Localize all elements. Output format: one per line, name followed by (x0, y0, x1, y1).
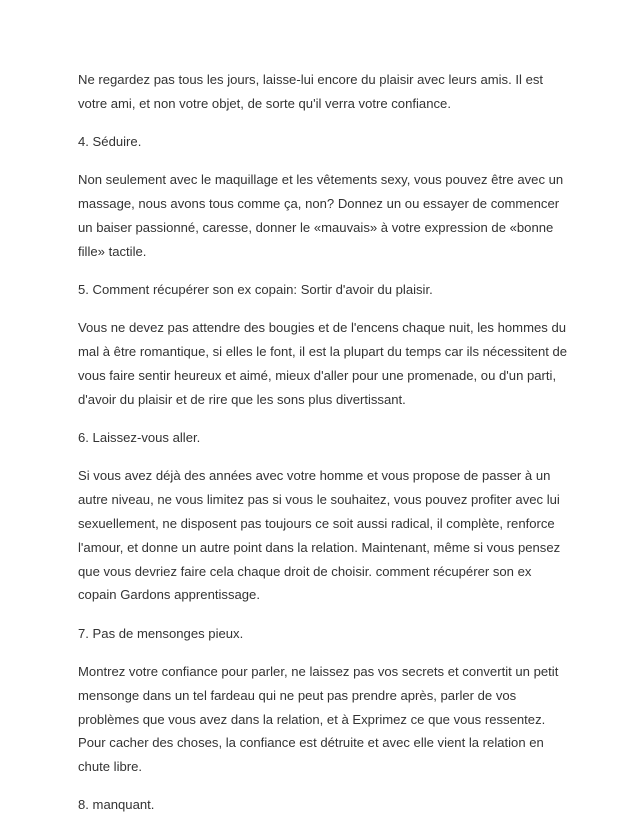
heading-laissez-vous-aller: 6. Laissez-vous aller. (78, 430, 201, 446)
paragraph-laissez-vous-aller: Si vous avez déjà des années avec votre homme et vous propose de passer à un autre niveau, ne vous limitez pas si vous le souhaitez, vous pouvez profiter avec lui sexuellement, ne disposent pas toujours ce soit aussi radical, il complète, renforce l'amour, et donne un autre point dans la relation. Maintenant, même si vous pensez que vous devriez faire cela chaque droit de choisir. comment récupérer son ex copain Gardons apprentissage. (78, 468, 561, 603)
heading-manquant: 8. manquant. (78, 797, 155, 813)
paragraph-sortir: Vous ne devez pas attendre des bougies et de l'encens chaque nuit, les hommes du mal à être romantique, si elles le font, il est la plupart du temps car ils nécessitent de vous faire sentir heureux et aimé, mieux d'aller pour une promenade, ou d'un parti, d'avoir du plaisir et de rire que les sons plus divertissant. (78, 320, 568, 407)
paragraph-mensonges: Montrez votre confiance pour parler, ne laissez pas vos secrets et convertit un petit mensonge dans un tel fardeau qui ne peut pas prendre après, parler de vos problèmes que vous avez dans la relation, et à Exprimez ce que vous ressentez. Pour cacher des choses, la confiance est détruite et avec elle vient la relation en chute libre. (78, 663, 559, 775)
heading-mensonges: 7. Pas de mensonges pieux. (78, 625, 244, 641)
document-body (78, 68, 568, 832)
paragraph-intro: Ne regardez pas tous les jours, laisse-lui encore du plaisir avec leurs amis. Il est votre ami, et non votre objet, de sorte qu'il verra votre confiance. (78, 72, 544, 111)
heading-seduire: 4. Séduire. (78, 134, 142, 150)
heading-sortir: 5. Comment récupérer son ex copain: Sortir d'avoir du plaisir. (78, 282, 433, 298)
paragraph-seduire: Non seulement avec le maquillage et les vêtements sexy, vous pouvez être avec un massage, nous avons tous comme ça, non? Donnez un ou essayer de commencer un baiser passionné, caresse, donner le «mauvais» à votre expression de «bonne fille» tactile. (78, 172, 564, 259)
